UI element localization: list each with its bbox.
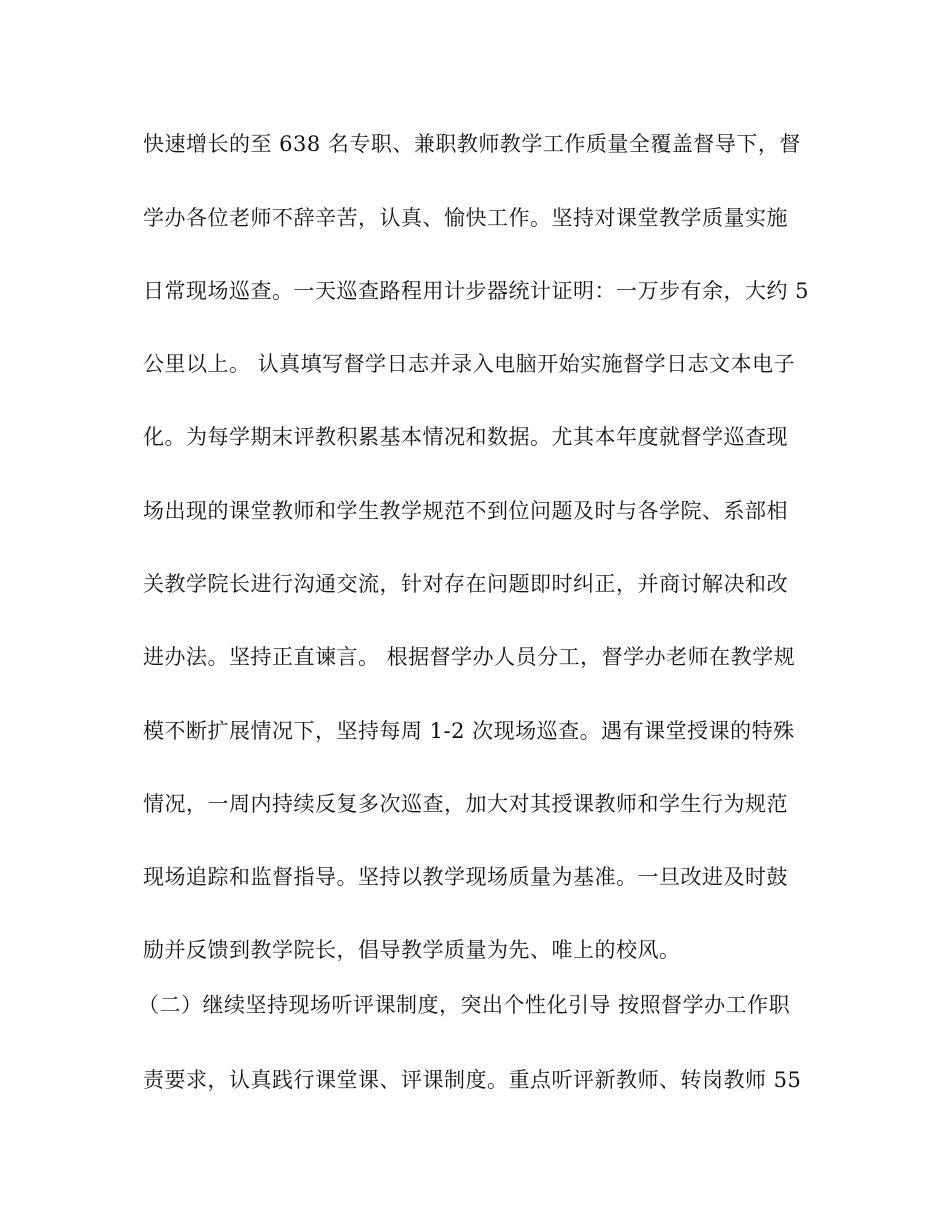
paragraph-line: 化。为每学期末评教积累基本情况和数据。尤其本年度就督学巡查现	[143, 425, 788, 449]
section-heading-line: （二）继续坚持现场听评课制度，突出个性化引导 按照督学办工作职	[138, 993, 791, 1017]
paragraph-line: 场出现的课堂教师和学生教学规范不到位问题及时与各学院、系部相	[143, 499, 788, 523]
paragraph-line: 现场追踪和监督指导。坚持以教学现场质量为基准。一旦改进及时鼓	[143, 865, 788, 889]
paragraph-line: 公里以上。 认真填写督学日志并录入电脑开始实施督学日志文本电子	[143, 352, 796, 376]
paragraph-line: 模不断扩展情况下，坚持每周 1-2 次现场巡查。遇有课堂授课的特殊	[143, 719, 795, 743]
paragraph-line: 关教学院长进行沟通交流，针对存在问题即时纠正，并商讨解决和改	[143, 572, 788, 596]
paragraph-line: 责要求，认真践行课堂课、评课制度。重点听评新教师、转岗教师 55	[143, 1068, 802, 1092]
paragraph-line: 励并反馈到教学院长，倡导教学质量为先、唯上的校风。	[143, 938, 681, 962]
paragraph-line: 情况，一周内持续反复多次巡查，加大对其授课教师和学生行为规范	[143, 792, 788, 816]
paragraph-line: 日常现场巡查。一天巡查路程用计步器统计证明：一万步有余，大约 5	[143, 279, 810, 303]
paragraph-line: 进办法。坚持正直谏言。 根据督学办人员分工，督学办老师在教学规	[143, 645, 796, 669]
paragraph-line: 快速增长的至 638 名专职、兼职教师教学工作质量全覆盖督导下，督	[143, 132, 801, 156]
paragraph-line: 学办各位老师不辞辛苦，认真、愉快工作。坚持对课堂教学质量实施	[143, 206, 788, 230]
